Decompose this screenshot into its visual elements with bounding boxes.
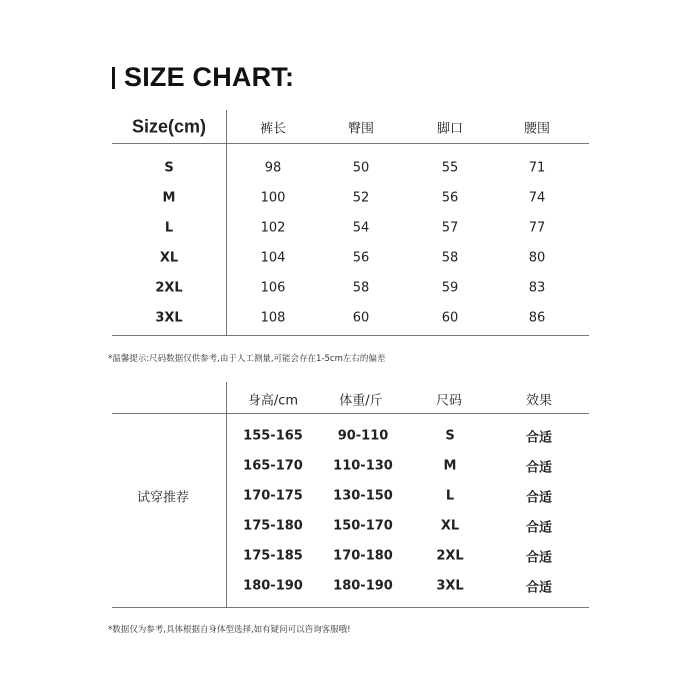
size-table	[112, 110, 589, 336]
size-label: 2XL	[155, 280, 183, 296]
waist-value: 71	[528, 160, 546, 176]
size-value: L	[445, 488, 455, 504]
height-value: 155-165	[243, 428, 303, 444]
effect-value: 合适	[525, 520, 553, 536]
length-value: 104	[260, 250, 286, 266]
size-table-bottom-rule	[112, 335, 589, 336]
page-title	[112, 62, 294, 93]
size-value: S	[445, 428, 455, 444]
leg-opening-value: 55	[441, 160, 459, 176]
length-value: 98	[264, 160, 282, 176]
height-value: 170-175	[243, 488, 303, 504]
height-value: 165-170	[243, 458, 303, 474]
leg-opening-value: 60	[441, 310, 459, 326]
weight-value: 170-180	[333, 548, 393, 564]
effect-value: 合适	[525, 550, 553, 566]
hip-value: 60	[352, 310, 370, 326]
length-value: 106	[260, 280, 286, 296]
header-length: 裤长	[259, 121, 287, 137]
length-value: 102	[260, 220, 286, 236]
size-label: S	[164, 160, 174, 176]
height-value: 175-185	[243, 548, 303, 564]
length-value: 108	[260, 310, 286, 326]
hip-value: 58	[352, 280, 370, 296]
header-height: 身高/cm	[247, 393, 299, 409]
size-label: XL	[159, 250, 179, 266]
measurement-note: *温馨提示:尺码数据仅供参考,由于人工测量,可能会存在1-5cm左右的偏差	[108, 354, 386, 364]
fit-row-label: 试穿推荐	[136, 490, 190, 506]
hip-value: 50	[352, 160, 370, 176]
header-size: 尺码	[435, 393, 463, 409]
hip-value: 54	[352, 220, 370, 236]
fit-table-bottom-rule	[112, 607, 589, 608]
weight-value: 180-190	[333, 578, 393, 594]
hip-value: 56	[352, 250, 370, 266]
header-hip: 臀围	[347, 121, 375, 137]
size-table-header-rule	[112, 143, 589, 144]
size-value: XL	[440, 518, 460, 534]
weight-value: 130-150	[333, 488, 393, 504]
size-value: 2XL	[436, 548, 464, 564]
header-weight: 体重/斤	[339, 393, 383, 409]
header-effect: 效果	[525, 393, 553, 409]
weight-value: 110-130	[333, 458, 393, 474]
weight-value: 90-110	[337, 428, 389, 444]
effect-value: 合适	[525, 430, 553, 446]
size-value: 3XL	[436, 578, 464, 594]
length-value: 100	[260, 190, 286, 206]
waist-value: 83	[528, 280, 546, 296]
height-value: 175-180	[243, 518, 303, 534]
header-waist: 腰围	[523, 121, 551, 137]
leg-opening-value: 59	[441, 280, 459, 296]
size-value: M	[443, 458, 457, 474]
effect-value: 合适	[525, 580, 553, 596]
leg-opening-value: 57	[441, 220, 459, 236]
height-value: 180-190	[243, 578, 303, 594]
hip-value: 52	[352, 190, 370, 206]
waist-value: 86	[528, 310, 546, 326]
header-size: Size(cm)	[131, 116, 207, 137]
leg-opening-value: 56	[441, 190, 459, 206]
page-title-text: SIZE CHART:	[124, 62, 295, 92]
effect-value: 合适	[525, 490, 553, 506]
fit-recommendation-table	[112, 382, 589, 608]
fit-table-divider	[226, 382, 227, 608]
waist-value: 80	[528, 250, 546, 266]
fit-table-header-rule	[112, 413, 589, 414]
size-label: 3XL	[155, 310, 183, 326]
header-leg-opening: 脚口	[436, 121, 464, 137]
effect-value: 合适	[525, 460, 553, 476]
size-label: M	[162, 190, 176, 206]
leg-opening-value: 58	[441, 250, 459, 266]
waist-value: 74	[528, 190, 546, 206]
waist-value: 77	[528, 220, 546, 236]
title-bar-decoration	[112, 67, 115, 89]
size-label: L	[164, 220, 174, 236]
reference-note: *数据仅为参考,具体根据自身体型选择,如有疑问可以咨询客服哦!	[108, 625, 351, 635]
weight-value: 150-170	[333, 518, 393, 534]
